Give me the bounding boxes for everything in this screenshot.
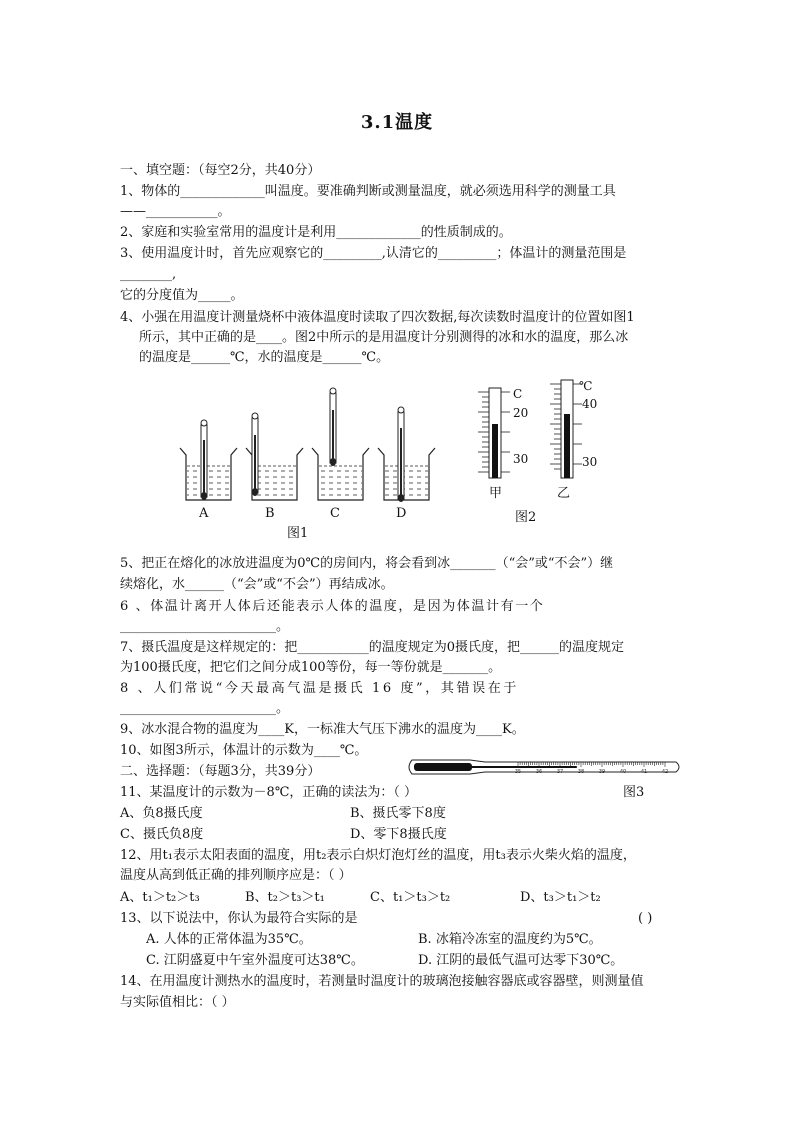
- q12-option-a: A、t₁＞t₂＞t₃: [120, 890, 200, 905]
- q11: 11、某温度计的示数为－8℃，正确的读法为：（ ）: [120, 785, 417, 800]
- q5-line1: 5、把正在熔化的冰放进温度为0℃的房间内，将会看到冰_______（“会”或“不会”）继: [120, 556, 614, 571]
- fig2-jia-unit: C: [513, 387, 523, 401]
- section1-header: 一、填空题：（每空2分，共40分）: [120, 163, 321, 178]
- q11-option-a: A、负8摄氏度: [120, 806, 203, 821]
- fig3-scale-label: 39: [598, 769, 606, 775]
- q7-line2: 为100摄氏度，把它们之间分成100等份，每一等份就是_______。: [120, 660, 502, 675]
- fig1-caption: 图1: [287, 526, 309, 541]
- q12-option-b: B、t₂＞t₃＞t₁: [245, 890, 325, 905]
- q4-line1: 4、小强在用温度计测量烧杯中液体温度时读取了四次数据,每次读数时温度计的位置如图1: [120, 310, 635, 325]
- fig3-scale-label: 36: [535, 769, 543, 775]
- thermometer-yi: [550, 380, 582, 478]
- q13-option-c: C. 江阴盛夏中午室外温度可达38℃。: [146, 953, 364, 968]
- q12-option-c: C、t₁＞t₃＞t₂: [370, 890, 451, 905]
- page-title: 3.1温度: [360, 112, 434, 133]
- fig3-scale-label: 35: [514, 769, 522, 775]
- q11-option-b: B、摄氏零下8度: [350, 806, 446, 821]
- mercury-column: [472, 766, 577, 768]
- fig1-label-c: C: [330, 506, 340, 521]
- q6-line2: ________________________。: [120, 619, 290, 634]
- beaker-d: [378, 407, 435, 502]
- fig2-yi-tick-40: 40: [582, 397, 598, 411]
- q10: 10、如图3所示，体温计的示数为____℃。: [120, 743, 368, 758]
- fig2-yi-tick-30: 30: [582, 455, 598, 469]
- q4-line3: 的温度是______℃，水的温度是______℃。: [139, 350, 390, 365]
- q1-line1: 1、物体的_____________叫温度。要准确判断或测量温度，就必须选用科学的测量工具: [120, 184, 616, 199]
- q11-option-c: C、摄氏负8度: [120, 827, 204, 842]
- section2-header: 二、选择题：（每题3分，共39分）: [120, 764, 321, 779]
- q14-line2: 与实际值相比：（ ）: [120, 995, 235, 1010]
- beaker-b: [246, 413, 303, 500]
- fig1-label-d: D: [396, 506, 407, 521]
- q13-option-b: B. 冰箱冷冻室的温度约为5℃。: [418, 932, 602, 947]
- q11-option-d: D、零下8摄氏度: [350, 827, 447, 842]
- fig2-yi-unit: ℃: [579, 379, 593, 393]
- beaker-c: [312, 388, 369, 500]
- q6-line1: 6 、体温计离开人体后还能表示人体的温度，是因为体温计有一个: [120, 599, 545, 614]
- q9: 9、冰水混合物的温度为____K，一标准大气压下沸水的温度为____K。: [120, 722, 525, 737]
- fig3-caption: 图3: [623, 785, 645, 800]
- q8-line2: ________________________。: [120, 701, 290, 716]
- thermometer-jia: [478, 388, 510, 478]
- q1-line2: ——___________。: [120, 204, 231, 219]
- fig3-scale-label: 38: [577, 769, 585, 775]
- q13-answer-paren: ( ): [638, 911, 653, 926]
- fig2-jia-tick-20: 20: [513, 406, 529, 420]
- q7-line1: 7、摄氏温度是这样规定的：把___________的温度规定为0摄氏度，把______的温度规定: [120, 640, 625, 655]
- fig1-label-b: B: [265, 506, 275, 521]
- fig2-caption: 图2: [515, 510, 537, 525]
- q12-line2: 温度从高到低正确的排列顺序应是：（ ）: [120, 868, 352, 883]
- fig3-scale-label: 37: [556, 769, 564, 775]
- q12-option-d: D、t₃＞t₁＞t₂: [520, 890, 601, 905]
- q3-line1: 3、使用温度计时，首先应观察它的_________,认清它的_________；体温计的测量范围是: [120, 246, 627, 261]
- q4-line2: 所示，其中正确的是____。图2中所示的是用温度计分别测得的冰和水的温度，那么冰: [139, 330, 629, 345]
- q3-line2: ________,: [120, 267, 177, 282]
- q8-line1: 8 、人们常说“今天最高气温是摄氏 16 度”，其错误在于: [120, 681, 519, 696]
- fig2-yi-name: 乙: [557, 486, 571, 501]
- fig3-scale-label: 42: [661, 769, 669, 775]
- q13-option-a: A. 人体的正常体温为35℃。: [146, 932, 312, 947]
- q3-line3: 它的分度值为_____。: [120, 288, 244, 303]
- q2: 2、家庭和实验室常用的温度计是利用_____________的性质制成的。: [120, 225, 512, 240]
- fig2-jia-name: 甲: [489, 486, 503, 501]
- fig1-label-a: A: [199, 506, 209, 521]
- fig3-scale-label: 41: [640, 769, 648, 775]
- fig2-jia-tick-30: 30: [513, 452, 529, 466]
- q12-line1: 12、用t₁表示太阳表面的温度，用t₂表示白炽灯泡灯丝的温度，用t₃表示火柴火焰的温度，: [120, 848, 636, 863]
- q13: 13、以下说法中，你认为最符合实际的是: [120, 911, 358, 926]
- beaker-a: [180, 420, 237, 500]
- q13-option-d: D. 江阴的最低气温可达零下30℃。: [418, 953, 624, 968]
- clinical-thermometer: [409, 760, 679, 774]
- fig3-scale-label: 40: [619, 769, 627, 775]
- q14-line1: 14、在用温度计测热水的温度时，若测量时温度计的玻璃泡接触容器底或容器壁，则测量值: [120, 974, 644, 989]
- q5-line2: 续熔化，水______（“会”或“不会”）再结成冰。: [120, 577, 394, 592]
